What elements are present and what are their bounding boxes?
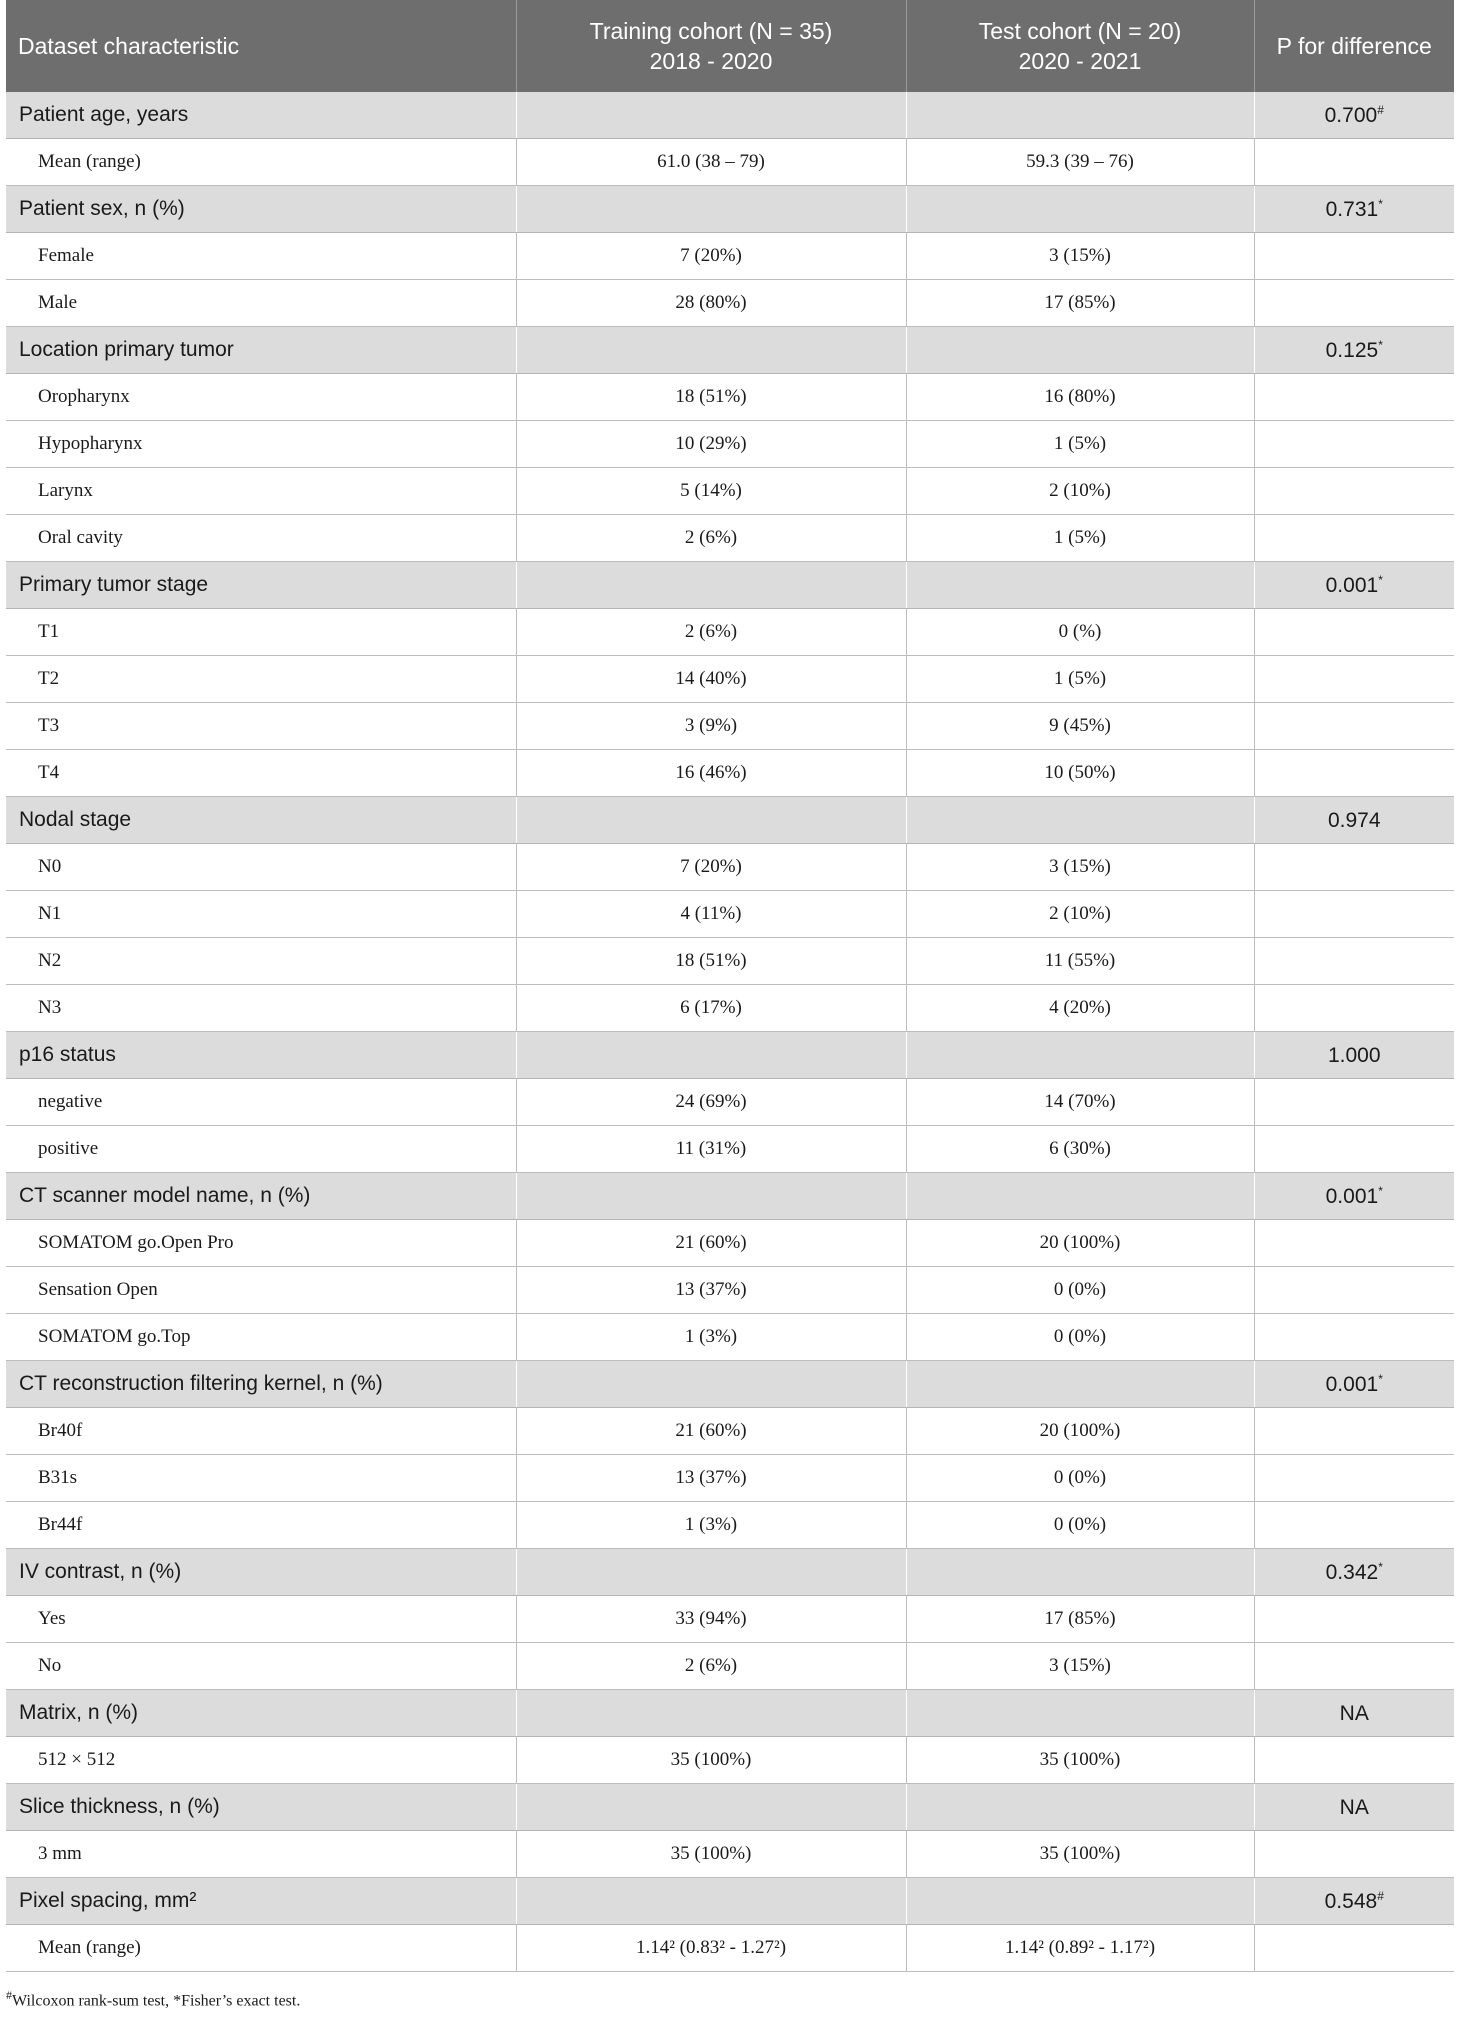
table-row	[6, 985, 1454, 1032]
training-value: 1 (3%)	[516, 1314, 906, 1361]
test-value: 9 (45%)	[906, 703, 1254, 750]
p-value	[1254, 1784, 1454, 1831]
section-row	[6, 186, 1454, 233]
p-empty-cell	[1254, 1455, 1454, 1502]
row-label: Sensation Open	[6, 1267, 516, 1314]
section-empty-cell	[906, 1361, 1254, 1408]
section-title: Patient sex, n (%)	[6, 186, 516, 233]
header-characteristic: Dataset characteristic	[6, 0, 516, 92]
section-title: Matrix, n (%)	[6, 1690, 516, 1737]
row-label: T4	[6, 750, 516, 797]
section-empty-cell	[516, 186, 906, 233]
p-value-number: 0.001	[1325, 1184, 1379, 1208]
training-value: 21 (60%)	[516, 1408, 906, 1455]
section-row	[6, 1784, 1454, 1831]
row-label: Male	[6, 280, 516, 327]
test-value: 1.14² (0.89² - 1.17²)	[906, 1925, 1254, 1972]
row-label: No	[6, 1643, 516, 1690]
row-label: 3 mm	[6, 1831, 516, 1878]
table-row	[6, 609, 1454, 656]
training-value: 18 (51%)	[516, 938, 906, 985]
training-value: 2 (6%)	[516, 609, 906, 656]
test-value: 0 (0%)	[906, 1502, 1254, 1549]
test-value: 0 (%)	[906, 609, 1254, 656]
row-label: Mean (range)	[6, 1925, 516, 1972]
table-row	[6, 280, 1454, 327]
section-empty-cell	[516, 1173, 906, 1220]
table-row	[6, 891, 1454, 938]
training-value: 6 (17%)	[516, 985, 906, 1032]
section-empty-cell	[516, 327, 906, 374]
training-value: 11 (31%)	[516, 1126, 906, 1173]
p-empty-cell	[1254, 1220, 1454, 1267]
section-empty-cell	[516, 92, 906, 139]
row-label: positive	[6, 1126, 516, 1173]
section-title: Location primary tumor	[6, 327, 516, 374]
row-label: Oropharynx	[6, 374, 516, 421]
section-empty-cell	[906, 1173, 1254, 1220]
header-test-cohort	[906, 0, 1254, 92]
section-empty-cell	[906, 797, 1254, 844]
section-empty-cell	[516, 1784, 906, 1831]
section-empty-cell	[906, 1690, 1254, 1737]
p-empty-cell	[1254, 1408, 1454, 1455]
p-value	[1254, 92, 1454, 139]
p-value	[1254, 797, 1454, 844]
p-empty-cell	[1254, 891, 1454, 938]
p-empty-cell	[1254, 1925, 1454, 1972]
section-empty-cell	[906, 92, 1254, 139]
test-value: 16 (80%)	[906, 374, 1254, 421]
training-value: 35 (100%)	[516, 1737, 906, 1784]
p-empty-cell	[1254, 1267, 1454, 1314]
p-value-number: 0.342	[1325, 1560, 1379, 1584]
p-value-mark: #	[1377, 1888, 1384, 1903]
row-label: SOMATOM go.Top	[6, 1314, 516, 1361]
training-value: 33 (94%)	[516, 1596, 906, 1643]
table-row	[6, 703, 1454, 750]
section-empty-cell	[516, 1690, 906, 1737]
table-row	[6, 1408, 1454, 1455]
table-row	[6, 1643, 1454, 1690]
p-value-number: 0.001	[1325, 1372, 1379, 1396]
test-value: 2 (10%)	[906, 468, 1254, 515]
table-row	[6, 1737, 1454, 1784]
section-row	[6, 1032, 1454, 1079]
p-empty-cell	[1254, 656, 1454, 703]
row-label: negative	[6, 1079, 516, 1126]
training-value: 16 (46%)	[516, 750, 906, 797]
p-empty-cell	[1254, 609, 1454, 656]
test-value: 0 (0%)	[906, 1314, 1254, 1361]
test-value: 0 (0%)	[906, 1267, 1254, 1314]
row-label: SOMATOM go.Open Pro	[6, 1220, 516, 1267]
section-title: Slice thickness, n (%)	[6, 1784, 516, 1831]
table-row	[6, 468, 1454, 515]
section-empty-cell	[906, 327, 1254, 374]
p-empty-cell	[1254, 1643, 1454, 1690]
test-value: 35 (100%)	[906, 1737, 1254, 1784]
table-row	[6, 1126, 1454, 1173]
table-row	[6, 233, 1454, 280]
section-title: Nodal stage	[6, 797, 516, 844]
p-value	[1254, 327, 1454, 374]
p-value	[1254, 1878, 1454, 1925]
test-value: 35 (100%)	[906, 1831, 1254, 1878]
training-value: 1 (3%)	[516, 1502, 906, 1549]
p-value-mark: *	[1378, 337, 1383, 352]
row-label: Yes	[6, 1596, 516, 1643]
p-empty-cell	[1254, 1502, 1454, 1549]
table-row	[6, 656, 1454, 703]
section-row	[6, 1173, 1454, 1220]
row-label: Br44f	[6, 1502, 516, 1549]
training-value: 10 (29%)	[516, 421, 906, 468]
p-value-mark: *	[1378, 1371, 1383, 1386]
row-label: 512 × 512	[6, 1737, 516, 1784]
table-row	[6, 515, 1454, 562]
p-empty-cell	[1254, 1079, 1454, 1126]
row-label: Mean (range)	[6, 139, 516, 186]
section-empty-cell	[516, 1878, 906, 1925]
section-empty-cell	[516, 562, 906, 609]
row-label: N1	[6, 891, 516, 938]
p-value	[1254, 1690, 1454, 1737]
p-value-mark: *	[1378, 1559, 1383, 1574]
table-container	[6, 0, 1454, 1972]
table-body	[6, 92, 1454, 1972]
training-value: 2 (6%)	[516, 1643, 906, 1690]
footnote-hash: #	[6, 1988, 12, 2002]
section-empty-cell	[906, 186, 1254, 233]
section-row	[6, 92, 1454, 139]
p-value	[1254, 562, 1454, 609]
test-value: 17 (85%)	[906, 1596, 1254, 1643]
table-row	[6, 938, 1454, 985]
row-label: Female	[6, 233, 516, 280]
row-label: T1	[6, 609, 516, 656]
p-value-number: NA	[1339, 1701, 1369, 1725]
test-value: 59.3 (39 – 76)	[906, 139, 1254, 186]
table-row	[6, 844, 1454, 891]
section-title: p16 status	[6, 1032, 516, 1079]
table-row	[6, 139, 1454, 186]
p-value-number: 0.731	[1325, 197, 1379, 221]
test-value: 10 (50%)	[906, 750, 1254, 797]
p-empty-cell	[1254, 468, 1454, 515]
test-value: 4 (20%)	[906, 985, 1254, 1032]
section-title: Pixel spacing, mm²	[6, 1878, 516, 1925]
header-training-years: 2018 - 2020	[649, 48, 773, 74]
p-value-mark: *	[1378, 572, 1383, 587]
section-row	[6, 1690, 1454, 1737]
test-value: 1 (5%)	[906, 515, 1254, 562]
row-label: T2	[6, 656, 516, 703]
training-value: 13 (37%)	[516, 1455, 906, 1502]
p-value	[1254, 1549, 1454, 1596]
p-value-mark: *	[1378, 1183, 1383, 1198]
table-row	[6, 1314, 1454, 1361]
section-empty-cell	[906, 1549, 1254, 1596]
p-value	[1254, 1361, 1454, 1408]
section-empty-cell	[906, 562, 1254, 609]
p-empty-cell	[1254, 515, 1454, 562]
p-value-number: 0.125	[1325, 338, 1379, 362]
p-empty-cell	[1254, 374, 1454, 421]
training-value: 7 (20%)	[516, 233, 906, 280]
training-value: 4 (11%)	[516, 891, 906, 938]
header-training-cohort	[516, 0, 906, 92]
test-value: 11 (55%)	[906, 938, 1254, 985]
section-row	[6, 327, 1454, 374]
row-label: N3	[6, 985, 516, 1032]
row-label: N0	[6, 844, 516, 891]
test-value: 3 (15%)	[906, 844, 1254, 891]
p-value-number: 0.700	[1324, 103, 1378, 127]
p-empty-cell	[1254, 1737, 1454, 1784]
row-label: Hypopharynx	[6, 421, 516, 468]
header-test-title: Test cohort (N = 20)	[978, 18, 1182, 44]
section-title: IV contrast, n (%)	[6, 1549, 516, 1596]
test-value: 20 (100%)	[906, 1408, 1254, 1455]
table-row	[6, 1502, 1454, 1549]
test-value: 3 (15%)	[906, 233, 1254, 280]
row-label: T3	[6, 703, 516, 750]
header-training-title: Training cohort (N = 35)	[589, 18, 833, 44]
section-empty-cell	[906, 1784, 1254, 1831]
table-row	[6, 1220, 1454, 1267]
section-empty-cell	[516, 1032, 906, 1079]
training-value: 28 (80%)	[516, 280, 906, 327]
training-value: 24 (69%)	[516, 1079, 906, 1126]
table-footnote	[6, 1988, 300, 2010]
p-empty-cell	[1254, 1831, 1454, 1878]
section-title: CT scanner model name, n (%)	[6, 1173, 516, 1220]
test-value: 17 (85%)	[906, 280, 1254, 327]
p-empty-cell	[1254, 1314, 1454, 1361]
section-empty-cell	[516, 1361, 906, 1408]
header-p-difference: P for difference	[1254, 0, 1454, 92]
table-row	[6, 374, 1454, 421]
p-empty-cell	[1254, 139, 1454, 186]
section-row	[6, 1361, 1454, 1408]
section-empty-cell	[906, 1878, 1254, 1925]
header-row	[6, 0, 1454, 92]
training-value: 1.14² (0.83² - 1.27²)	[516, 1925, 906, 1972]
table-row	[6, 421, 1454, 468]
p-value-number: 1.000	[1327, 1043, 1381, 1067]
training-value: 13 (37%)	[516, 1267, 906, 1314]
p-empty-cell	[1254, 844, 1454, 891]
p-value-mark: *	[1378, 196, 1383, 211]
training-value: 5 (14%)	[516, 468, 906, 515]
p-empty-cell	[1254, 1596, 1454, 1643]
table-row	[6, 1267, 1454, 1314]
section-title: Primary tumor stage	[6, 562, 516, 609]
table-row	[6, 1455, 1454, 1502]
section-empty-cell	[516, 1549, 906, 1596]
section-empty-cell	[516, 797, 906, 844]
table-row	[6, 1925, 1454, 1972]
section-row	[6, 797, 1454, 844]
header-test-years: 2020 - 2021	[1018, 48, 1142, 74]
table-row	[6, 1596, 1454, 1643]
p-value-number: 0.001	[1325, 573, 1379, 597]
p-empty-cell	[1254, 1126, 1454, 1173]
test-value: 1 (5%)	[906, 421, 1254, 468]
p-value	[1254, 186, 1454, 233]
training-value: 7 (20%)	[516, 844, 906, 891]
footnote-fisher: *Fisher’s exact test.	[173, 1992, 301, 2010]
test-value: 14 (70%)	[906, 1079, 1254, 1126]
row-label: Oral cavity	[6, 515, 516, 562]
training-value: 3 (9%)	[516, 703, 906, 750]
p-empty-cell	[1254, 280, 1454, 327]
section-row	[6, 562, 1454, 609]
dataset-characteristics-table	[6, 0, 1454, 1972]
row-label: N2	[6, 938, 516, 985]
p-empty-cell	[1254, 233, 1454, 280]
training-value: 21 (60%)	[516, 1220, 906, 1267]
p-empty-cell	[1254, 985, 1454, 1032]
p-value-number: 0.548	[1324, 1889, 1378, 1913]
p-value-number: 0.974	[1327, 808, 1381, 832]
p-empty-cell	[1254, 421, 1454, 468]
test-value: 3 (15%)	[906, 1643, 1254, 1690]
test-value: 2 (10%)	[906, 891, 1254, 938]
p-value-mark: #	[1377, 102, 1384, 117]
test-value: 1 (5%)	[906, 656, 1254, 703]
training-value: 35 (100%)	[516, 1831, 906, 1878]
p-value	[1254, 1173, 1454, 1220]
row-label: B31s	[6, 1455, 516, 1502]
test-value: 0 (0%)	[906, 1455, 1254, 1502]
training-value: 14 (40%)	[516, 656, 906, 703]
training-value: 61.0 (38 – 79)	[516, 139, 906, 186]
table-row	[6, 1831, 1454, 1878]
footnote-wilcoxon: Wilcoxon rank-sum test,	[12, 1992, 174, 2010]
test-value: 20 (100%)	[906, 1220, 1254, 1267]
training-value: 18 (51%)	[516, 374, 906, 421]
section-empty-cell	[906, 1032, 1254, 1079]
row-label: Larynx	[6, 468, 516, 515]
row-label: Br40f	[6, 1408, 516, 1455]
p-empty-cell	[1254, 938, 1454, 985]
p-value	[1254, 1032, 1454, 1079]
table-row	[6, 1079, 1454, 1126]
section-row	[6, 1549, 1454, 1596]
section-row	[6, 1878, 1454, 1925]
table-row	[6, 750, 1454, 797]
section-title: Patient age, years	[6, 92, 516, 139]
training-value: 2 (6%)	[516, 515, 906, 562]
p-empty-cell	[1254, 750, 1454, 797]
section-title: CT reconstruction filtering kernel, n (%)	[6, 1361, 516, 1408]
p-empty-cell	[1254, 703, 1454, 750]
p-value-number: NA	[1339, 1795, 1369, 1819]
test-value: 6 (30%)	[906, 1126, 1254, 1173]
